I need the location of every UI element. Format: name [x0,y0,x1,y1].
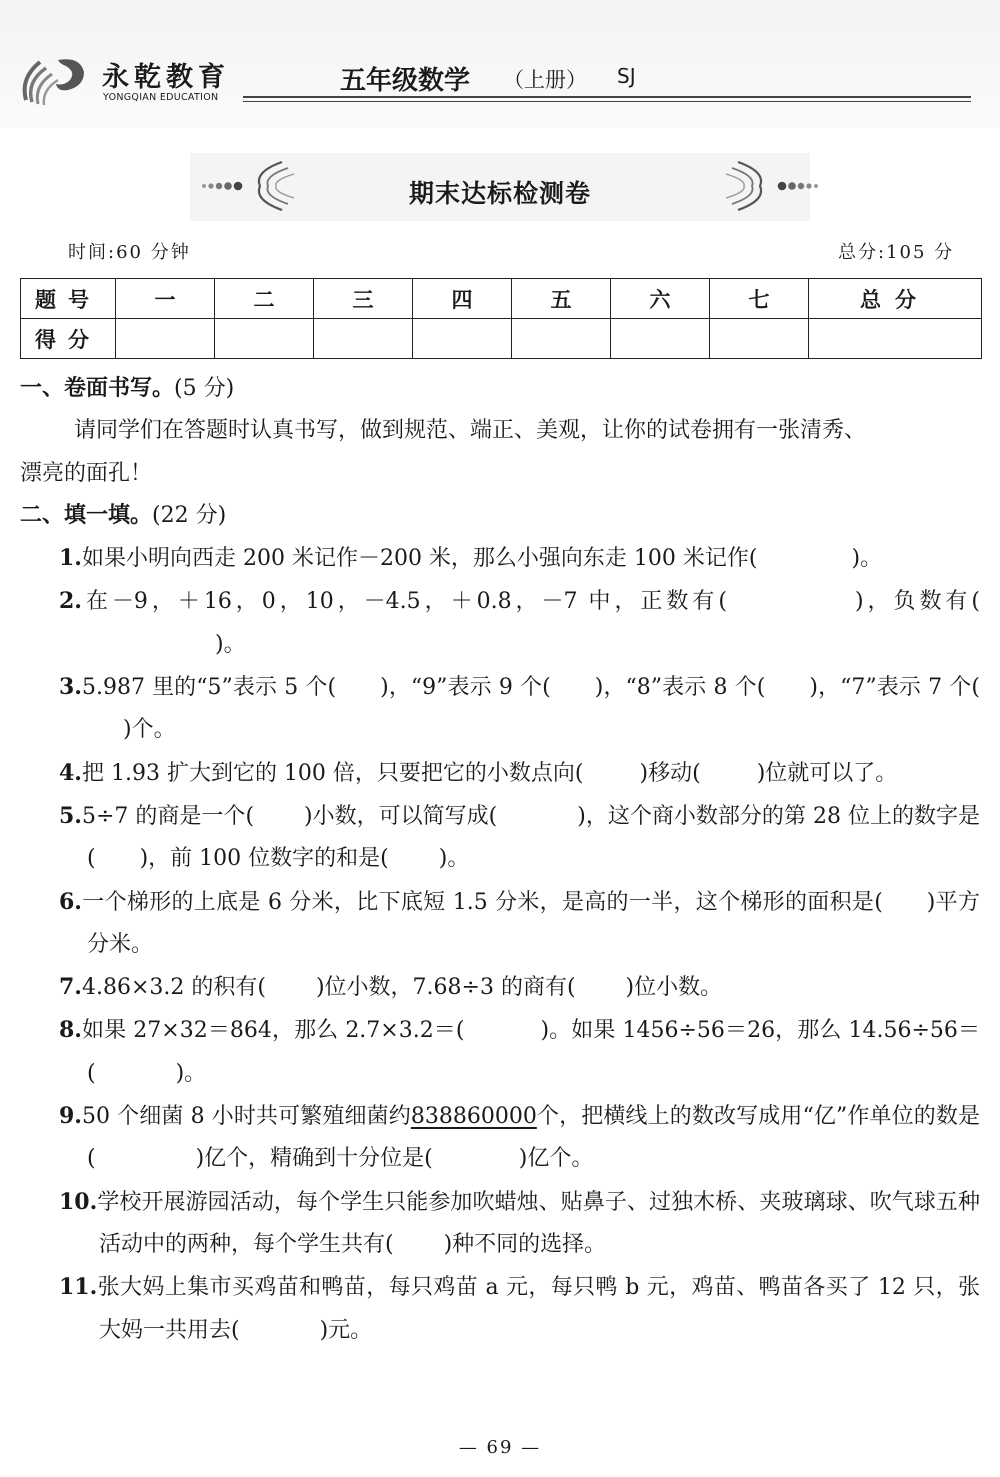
book-title: 五年级数学 [340,66,471,96]
question-item: 4.把 1.93 扩大到它的 100 倍，只要把它的小数点向( )移动( )位就可以了。 [59,759,898,786]
question-item: 11.张大妈上集市买鸡苗和鸭苗，每只鸡苗 a 元，每只鸭 b 元，鸡苗、鸭苗各买了 12 只，张大妈一共用去( )元。 [59,1274,980,1343]
header-rule [243,96,971,98]
question-item: 7.4.86×3.2 的积有( )位小数，7.68÷3 的商有( )位小数。 [59,974,723,1001]
brand-name: 永乾教育 [102,62,230,93]
exam-time: 时间:60 分钟 [68,242,191,263]
score-cell[interactable] [314,319,413,359]
exam-title: 期末达标检测卷 [408,179,591,208]
column-header: 一 [116,279,215,319]
score-cell[interactable] [710,319,809,359]
score-table [20,278,982,359]
question-item: 3.5.987 里的“5”表示 5 个( )，“9”表示 9 个( )，“8”表示 8 个( )，“7”表示 7 个()个。 [59,674,980,743]
brand-logo-icon [18,50,90,108]
question-number: 10. [59,1188,98,1215]
underlined-number: 838860000 [410,1104,537,1130]
question-number: 9. [59,1103,82,1130]
brand-name-en: YONGQIAN EDUCATION [103,92,219,103]
page-number: — 69 — [458,1437,542,1458]
question-number: 6. [59,888,82,915]
question-number: 5. [59,802,82,829]
section-instruction-cont: 漂亮的面孔！ [20,460,153,486]
question-item: 6.一个梯形的上底是 6 分米，比下底短 1.5 分米，是高的一半，这个梯形的面积是( )平方分米。 [59,888,980,957]
score-table-score-row [21,319,982,359]
question-number-label: 题号 [21,279,116,319]
column-header: 二 [215,279,314,319]
book-edition: SJ [617,64,636,88]
score-label: 得分 [21,319,116,359]
column-header: 七 [710,279,809,319]
total-score-cell[interactable] [809,319,982,359]
question-number: 2. [59,588,82,615]
book-volume: （上册） [503,68,587,92]
score-cell[interactable] [611,319,710,359]
exam-total-score: 总分:105 分 [838,242,955,263]
question-number: 8. [59,1017,82,1044]
column-header: 三 [314,279,413,319]
exam-content [20,368,980,1352]
header-rule-thin [243,101,971,102]
question-number: 1. [59,545,82,572]
question-number: 11. [59,1274,98,1301]
question-item: 10.学校开展游园活动，每个学生只能参加吹蜡烛、贴鼻子、过独木桥、夹玻璃球、吹气球五种活动中的两种，每个学生共有( )种不同的选择。 [59,1188,980,1257]
column-header: 四 [413,279,512,319]
score-table-header-row [21,279,982,319]
section-instruction: 请同学们在答题时认真书写，做到规范、端正、美观，让你的试卷拥有一张清秀、 [74,418,867,444]
total-header: 总分 [809,279,982,319]
column-header: 五 [512,279,611,319]
question-item: 9.50 个细菌 8 小时共可繁殖细菌约838860000个，把横线上的数改写成用“亿”作单位的数是( )亿个，精确到十分位是( )亿个。 [59,1103,980,1172]
question-number: 7. [59,974,82,1001]
section-heading: 二、填一填。(22 分) [20,502,227,528]
question-number: 3. [59,674,82,701]
score-cell[interactable] [215,319,314,359]
score-cell[interactable] [512,319,611,359]
question-number: 4. [59,759,82,786]
score-cell[interactable] [413,319,512,359]
question-item: 2.在－9，＋16，0，10，－4.5，＋0.8，－7 中，正数有( )，负数有()。 [59,588,980,657]
question-item: 5.5÷7 的商是一个( )小数，可以简写成( )，这个商小数部分的第 28 位上的数字是( )，前 100 位数字的和是( )。 [59,802,980,872]
score-cell[interactable] [116,319,215,359]
column-header: 六 [611,279,710,319]
question-item: 8.如果 27×32＝864，那么 2.7×3.2＝( )。如果 1456÷56＝26，那么 14.56÷56＝( )。 [59,1017,980,1086]
question-item: 1.如果小明向西走 200 米记作－200 米，那么小强向东走 100 米记作( )。 [59,545,883,572]
section-heading: 一、卷面书写。(5 分) [20,376,235,401]
